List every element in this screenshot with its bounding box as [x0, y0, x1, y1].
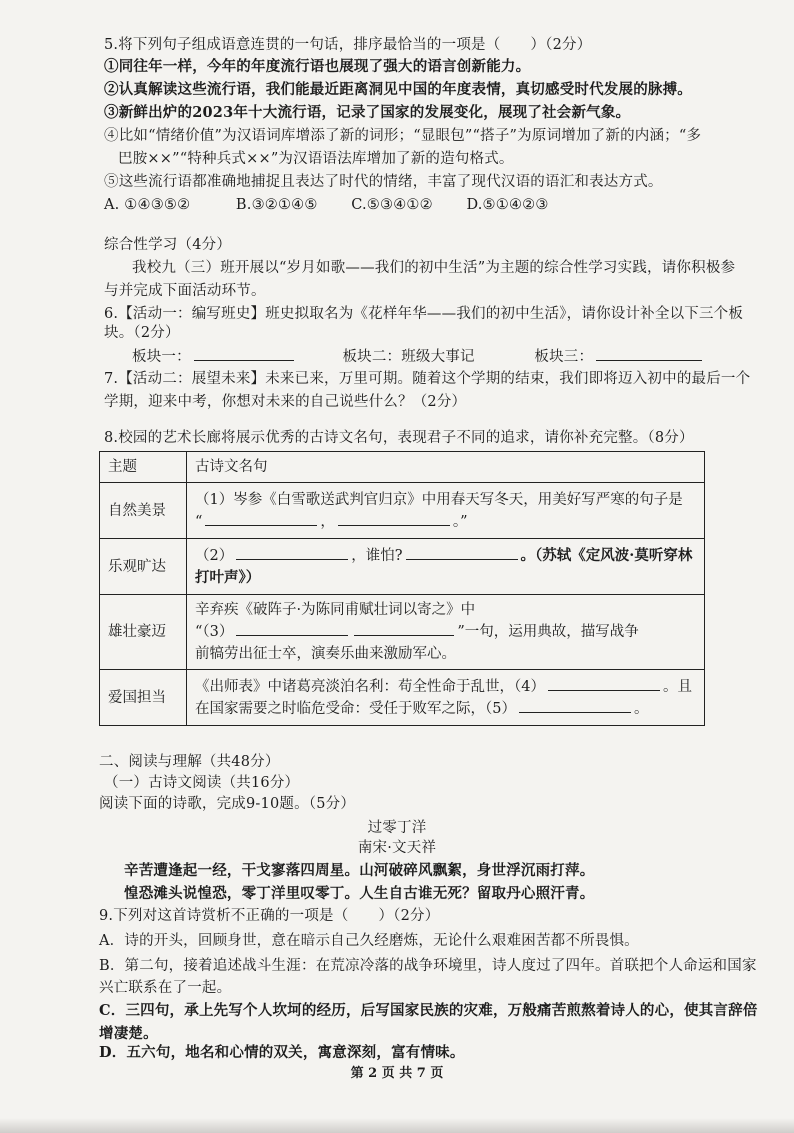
q9-option-c-1[interactable]: C．三四句，承上先写个人坎坷的经历，后写国家民族的灾难，万般痛苦煎熬着诗人的心，使其言辞倍	[99, 1002, 758, 1019]
row-theme: 爱国担当	[100, 670, 187, 726]
row-quote: 辛弃疾《破阵子·为陈同甫赋壮词以寄之》中 “（3） ”一句，运用典故，描写战争 前犒劳出征士卒，演奏乐曲来激励军心。	[187, 595, 705, 670]
q8-table	[99, 451, 705, 726]
answer-blank-1b[interactable]	[338, 511, 450, 526]
q5-option-a[interactable]: A. ①④③⑤②	[104, 197, 191, 213]
q5-sentence-4a: ④比如“情绪价值”为汉语词库增添了新的词形；“显眼包”“搭子”为原词增加了新的内涵；“多	[104, 128, 702, 144]
row-quote: 《出师表》中诸葛亮淡泊名利：苟全性命于乱世，（4） 。且 在国家需要之时临危受命：受任于败军之际，（5） 。	[187, 670, 705, 726]
q5-stem: 5.将下列句子组成语意连贯的一句话，排序最恰当的一项是（ ）（2分）	[104, 37, 592, 53]
answer-blank-1a[interactable]	[205, 511, 317, 526]
q5-sentence-2: ②认真解读这些流行语，我们能最近距离洞见中国的年度表情，真切感受时代发展的脉搏。	[104, 81, 692, 98]
answer-blank-3a[interactable]	[236, 621, 348, 636]
q6-blocks	[132, 346, 705, 367]
row-theme: 雄壮豪迈	[100, 595, 187, 670]
block-1-blank[interactable]	[194, 346, 294, 361]
q8-stem: 8.校园的艺术长廊将展示优秀的古诗文名句，表现君子不同的追求，请你补充完整。（8分）	[104, 430, 694, 446]
q5-options	[104, 195, 549, 215]
q5-sentence-3: ③新鲜出炉的2023年十大流行语，记录了国家的发展变化，展现了社会新气象。	[104, 104, 631, 121]
q9-option-a[interactable]: A．诗的开头，回顾身世，意在暗示自己久经磨炼，无论什么艰难困苦都不所畏惧。	[99, 933, 639, 949]
q9-option-b-1[interactable]: B．第二句，接着追述战斗生涯：在荒凉冷落的战争环境里，诗人度过了四年。首联把个人命运和国家	[99, 958, 757, 974]
col-quote-header: 古诗文名句	[187, 452, 705, 483]
answer-blank-5[interactable]	[519, 698, 631, 713]
scan-edge-shadow	[0, 1118, 794, 1133]
row-quote: （2） ，谁怕? 。（苏轼《定风波·莫听穿林 打叶声》）	[187, 539, 705, 595]
poem-title: 过零丁洋	[367, 820, 427, 836]
part2-subheading: （一）古诗文阅读（共16分）	[104, 775, 300, 791]
q5-option-b[interactable]: B.③②①④⑤	[235, 197, 318, 213]
poem-author: 南宋·文天祥	[357, 840, 437, 856]
answer-blank-2a[interactable]	[236, 545, 348, 560]
q7-stem-1: 7.【活动二：展望未来】未来已来，万里可期。随着这个学期的结束，我们即将迈入初中的最后一个	[104, 371, 751, 387]
q7-stem-2: 学期，迎来中考，你想对未来的自己说些什么？（2分）	[104, 394, 467, 410]
table-row	[100, 595, 705, 670]
answer-blank-3b[interactable]	[354, 621, 454, 636]
q9-option-c-2: 增凄楚。	[99, 1025, 158, 1042]
row-theme: 乐观旷达	[100, 539, 187, 595]
q5-option-d[interactable]: D.⑤①④②③	[466, 197, 549, 213]
poem-line-2: 惶恐滩头说惶恐，零丁洋里叹零丁。人生自古谁无死？留取丹心照汗青。	[124, 885, 595, 902]
q9-option-d[interactable]: D．五六句，地名和心情的双关，寓意深刻，富有情味。	[99, 1044, 465, 1061]
table-row	[100, 670, 705, 726]
block-3-label: 板块三：	[534, 349, 594, 365]
poem-line-1: 辛苦遭逢起一经，干戈寥落四周星。山河破碎风飘絮，身世浮沉雨打萍。	[124, 862, 595, 879]
q6-stem-1: 6.【活动一：编写班史】班史拟取名为《花样年华——我们的初中生活》，请你设计补全以下三个板	[104, 306, 744, 322]
table-header-row	[100, 452, 705, 483]
answer-blank-4[interactable]	[548, 676, 660, 691]
block-1-label: 板块一：	[132, 349, 191, 365]
row-theme: 自然美景	[100, 483, 187, 539]
page-number: 第 2 页 共 7 页	[350, 1066, 444, 1081]
q9-option-b-2: 兴亡联系在了一起。	[99, 980, 232, 996]
answer-blank-2b[interactable]	[406, 545, 518, 560]
comp-heading: 综合性学习（4分）	[104, 237, 232, 253]
part2-instructions: 阅读下面的诗歌，完成9-10题。（5分）	[99, 796, 356, 812]
table-row	[100, 539, 705, 595]
comp-intro-1: 我校九（三）班开展以“岁月如歌——我们的初中生活”为主题的综合性学习实践，请你积极参	[132, 260, 736, 276]
comp-intro-2: 与并完成下面活动环节。	[104, 283, 266, 299]
q5-sentence-5: ⑤这些流行语都准确地捕捉且表达了时代的情绪，丰富了现代汉语的语汇和表达方式。	[104, 174, 663, 190]
row-quote: （1）岑参《白雪歌送武判官归京》中用春天写冬天，用美好写严寒的句子是 “ ， 。”	[187, 483, 705, 539]
part2-heading: 二、阅读与理解（共48分）	[99, 754, 280, 770]
block-2-label: 板块二：班级大事记	[342, 349, 475, 365]
q5-sentence-4b: 巴胺××”“特种兵式××”为汉语语法库增加了新的造句格式。	[118, 151, 514, 167]
q6-stem-2: 块。（2分）	[104, 325, 180, 341]
q5-option-c[interactable]: C.⑤③④①②	[351, 197, 433, 213]
block-3-blank[interactable]	[596, 346, 702, 361]
table-row	[100, 483, 705, 539]
q9-stem: 9.下列对这首诗赏析不正确的一项是（ ）（2分）	[99, 908, 440, 924]
col-theme-header: 主题	[100, 452, 187, 483]
q5-sentence-1: ①同往年一样，今年的年度流行语也展现了强大的语言创新能力。	[104, 58, 531, 75]
